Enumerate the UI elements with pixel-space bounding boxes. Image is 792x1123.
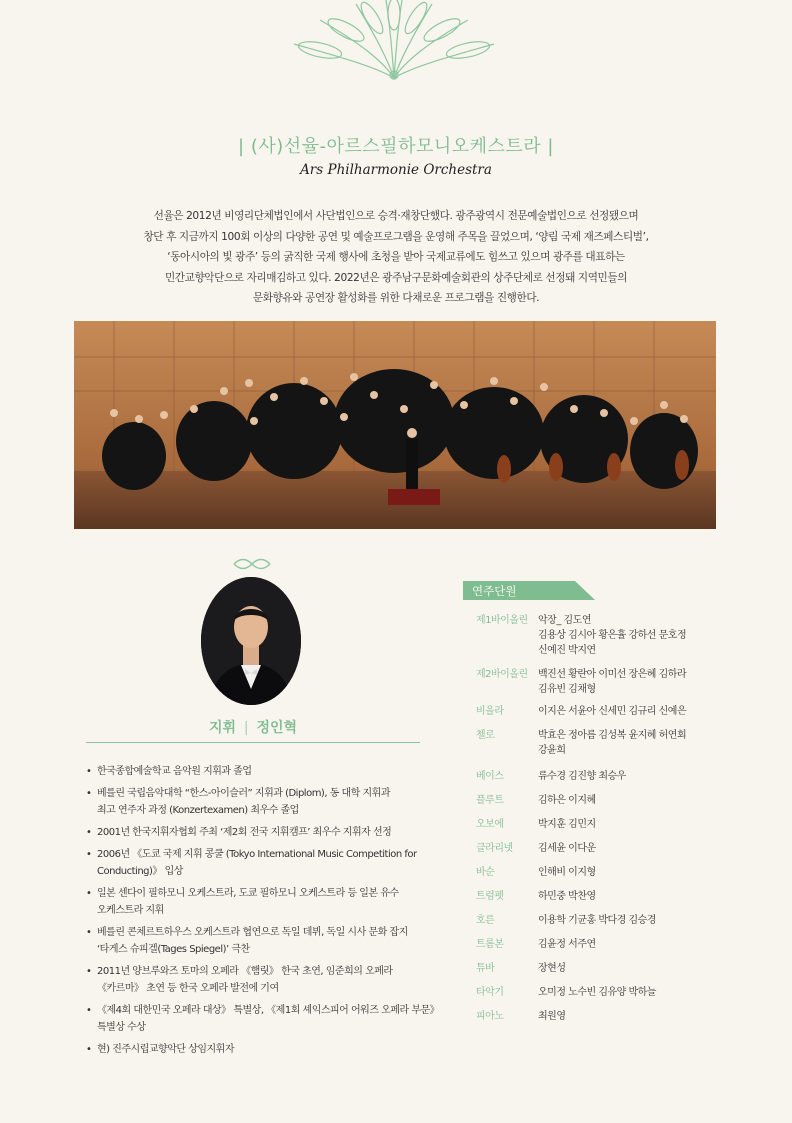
conductor-divider-line: [86, 742, 420, 743]
member-names: [538, 865, 716, 880]
member-names-line: 김하은 이지혜: [538, 795, 596, 806]
member-names: [538, 728, 716, 758]
member-names: [538, 841, 716, 856]
member-row: [476, 793, 716, 808]
conductor-portrait-image: [201, 577, 301, 705]
career-item: [86, 785, 426, 819]
member-row: [476, 889, 716, 904]
career-line: • 《제4회 대한민국 오페라 대상》 특별상, 《제1회 셰익스피어 어워즈 오페라 부문》: [97, 1005, 440, 1016]
flower-ornament: [286, 0, 502, 82]
member-names: [538, 889, 716, 904]
member-names-line: 신예진 박지연: [538, 645, 596, 656]
member-names-line: 박효은 정아름 김성복 윤지혜 허연회: [538, 730, 687, 741]
member-part: 첼로: [476, 730, 495, 741]
career-line: 최고 연주자 과정 (Konzertexamen) 최우수 졸업: [97, 805, 299, 816]
member-names-line: 김윤정 서주연: [538, 939, 596, 950]
member-names-line: 김세윤 이다운: [538, 843, 596, 854]
career-line: 오케스트라 지휘: [97, 905, 164, 916]
conductor-career-list: [86, 763, 440, 1063]
member-names: [538, 937, 716, 952]
member-part: 피아노: [476, 1011, 504, 1022]
career-line: • 2006년 《도쿄 국제 지휘 콩쿨 (Tokyo International Music Competition for: [97, 849, 417, 860]
orchestra-photo: [74, 321, 716, 529]
member-row: [476, 937, 716, 952]
member-names-line: 김유빈 김채형: [538, 684, 596, 695]
career-item: [86, 924, 426, 958]
career-line: • 2001년 한국지휘자협회 주최 ‘제2회 전국 지휘캠프’ 최우수 지휘자 선정: [97, 827, 392, 838]
career-item: [86, 763, 426, 780]
member-row: [476, 667, 716, 697]
member-part: 플루트: [476, 795, 504, 806]
career-line: ‘타게스 슈피겔(Tages Spiegel)’ 극찬: [97, 944, 250, 955]
member-row: [476, 728, 716, 758]
member-row: [476, 865, 716, 880]
member-part: 트롬본: [476, 939, 504, 950]
member-names: [538, 817, 716, 832]
intro-line: 민간교향악단으로 자리매김하고 있다. 2022년은 광주남구문화예술회관의 상주단체로 선정돼 지역민들의: [164, 271, 628, 284]
intro-line: 문화향유와 공연장 활성화를 위한 다채로운 프로그램을 진행한다.: [252, 292, 540, 304]
member-names: [538, 793, 716, 808]
member-part: 제2바이올린: [476, 669, 528, 680]
member-names: [538, 613, 716, 658]
member-row: [476, 769, 716, 784]
career-item: [86, 963, 426, 997]
member-names-line: 이용학 기균홍 박다경 김승경: [538, 915, 656, 926]
member-names-line: 오미정 노수빈 김유양 박하늘: [538, 987, 656, 998]
member-part: 베이스: [476, 771, 504, 782]
member-names-line: 악장_ 김도연: [538, 615, 591, 626]
career-line: 《카르마》 초연 등 한국 오페라 발전에 기여: [97, 983, 279, 994]
intro-line: 창단 후 지금까지 100회 이상의 다양한 공연 및 예술프로그램을 운영해 주목을 끌었으며, ‘양림 국제 재즈페스티벌’,: [143, 230, 649, 243]
career-item: [86, 1002, 440, 1036]
orchestra-intro: [96, 206, 696, 309]
career-line: • 일본 센다이 필하모니 오케스트라, 도쿄 필하모니 오케스트라 등 일본 유수: [97, 888, 399, 899]
member-row: [476, 704, 716, 719]
member-part: 타악기: [476, 987, 504, 998]
member-names: [538, 985, 716, 1000]
member-names-line: 강윤희: [538, 745, 566, 756]
member-row: [476, 613, 716, 658]
career-line: Conducting)》 입상: [97, 866, 183, 877]
conductor-name: 정인혁: [256, 720, 298, 736]
member-names-line: 인해비 이지형: [538, 867, 596, 878]
member-part: 트럼펫: [476, 891, 504, 902]
intro-line: ‘동아시아의 빛 광주’ 등의 굵직한 국제 행사에 초청을 받아 국제교류에도 힘쓰고 있으며 광주를 대표하는: [167, 251, 625, 263]
member-row: [476, 985, 716, 1000]
orchestra-title: | (사)선율-아르스필하모니오케스트라 |: [238, 136, 554, 157]
member-names: [538, 913, 716, 928]
member-part: 바순: [476, 867, 495, 878]
member-names: [538, 769, 716, 784]
member-row: [476, 817, 716, 832]
career-item: [86, 824, 426, 841]
members-heading: [463, 581, 595, 600]
member-names-line: 박지훈 김민지: [538, 819, 596, 830]
career-item: [86, 846, 426, 880]
member-part: 제1바이올린: [476, 615, 528, 626]
member-part: 오보에: [476, 819, 504, 830]
intro-line: 선율은 2012년 비영리단체법인에서 사단법인으로 승격·재창단했다. 광주광역시 전문예술법인으로 선정됐으며: [153, 210, 639, 222]
member-names: [538, 961, 716, 976]
career-line: • 2011년 양브루와즈 토마의 오페라 《햄릿》 한국 초연, 임준희의 오페라: [97, 966, 393, 977]
member-names: [538, 704, 716, 719]
member-names: [538, 667, 716, 697]
career-line: 특별상 수상: [97, 1022, 146, 1033]
member-names-line: 장현성: [538, 963, 566, 974]
orchestra-subtitle: Ars Philharmonie Orchestra: [300, 162, 492, 178]
member-names-line: 백진선 황란아 이미선 장은혜 김하라: [538, 669, 687, 680]
scroll-ornament: [230, 556, 274, 572]
member-part: 호른: [476, 915, 495, 926]
career-line: • 베를린 콘체르트하우스 오케스트라 협연으로 독일 데뷔, 독일 시사 문화 잡지: [97, 927, 408, 938]
member-names-line: 김용상 김시아 황은휼 강하선 문호정: [538, 630, 687, 641]
member-row: [476, 841, 716, 856]
career-line: • 베를린 국립음악대학 “한스-아이슬러” 지휘과 (Diplom), 동 대학 지휘과: [97, 788, 391, 799]
career-item: [86, 1041, 426, 1058]
member-row: [476, 961, 716, 976]
career-line: • 현) 진주시립교향악단 상임지휘자: [97, 1044, 234, 1055]
conductor-role: 지휘: [208, 720, 236, 736]
conductor-title: [86, 717, 420, 737]
conductor-divider: |: [243, 720, 249, 736]
members-heading-label: 연주단원: [472, 584, 517, 598]
career-item: [86, 885, 426, 919]
orchestra-photo-image: [74, 321, 716, 529]
conductor-portrait: [201, 577, 301, 705]
member-names-line: 류수경 김진향 최승우: [538, 771, 626, 782]
member-names: [538, 1009, 716, 1024]
member-part: 비올라: [476, 706, 504, 717]
member-row: [476, 913, 716, 928]
member-part: 클라리넷: [476, 843, 513, 854]
career-line: • 한국종합예술학교 음악원 지휘과 졸업: [97, 766, 252, 777]
member-names-line: 이지은 서윤아 신세민 김규리 신예은: [538, 706, 687, 717]
member-names-line: 하민중 박찬영: [538, 891, 596, 902]
members-list: [476, 613, 716, 1033]
member-names-line: 최원영: [538, 1011, 566, 1022]
member-row: [476, 1009, 716, 1024]
member-part: 튜바: [476, 963, 495, 974]
